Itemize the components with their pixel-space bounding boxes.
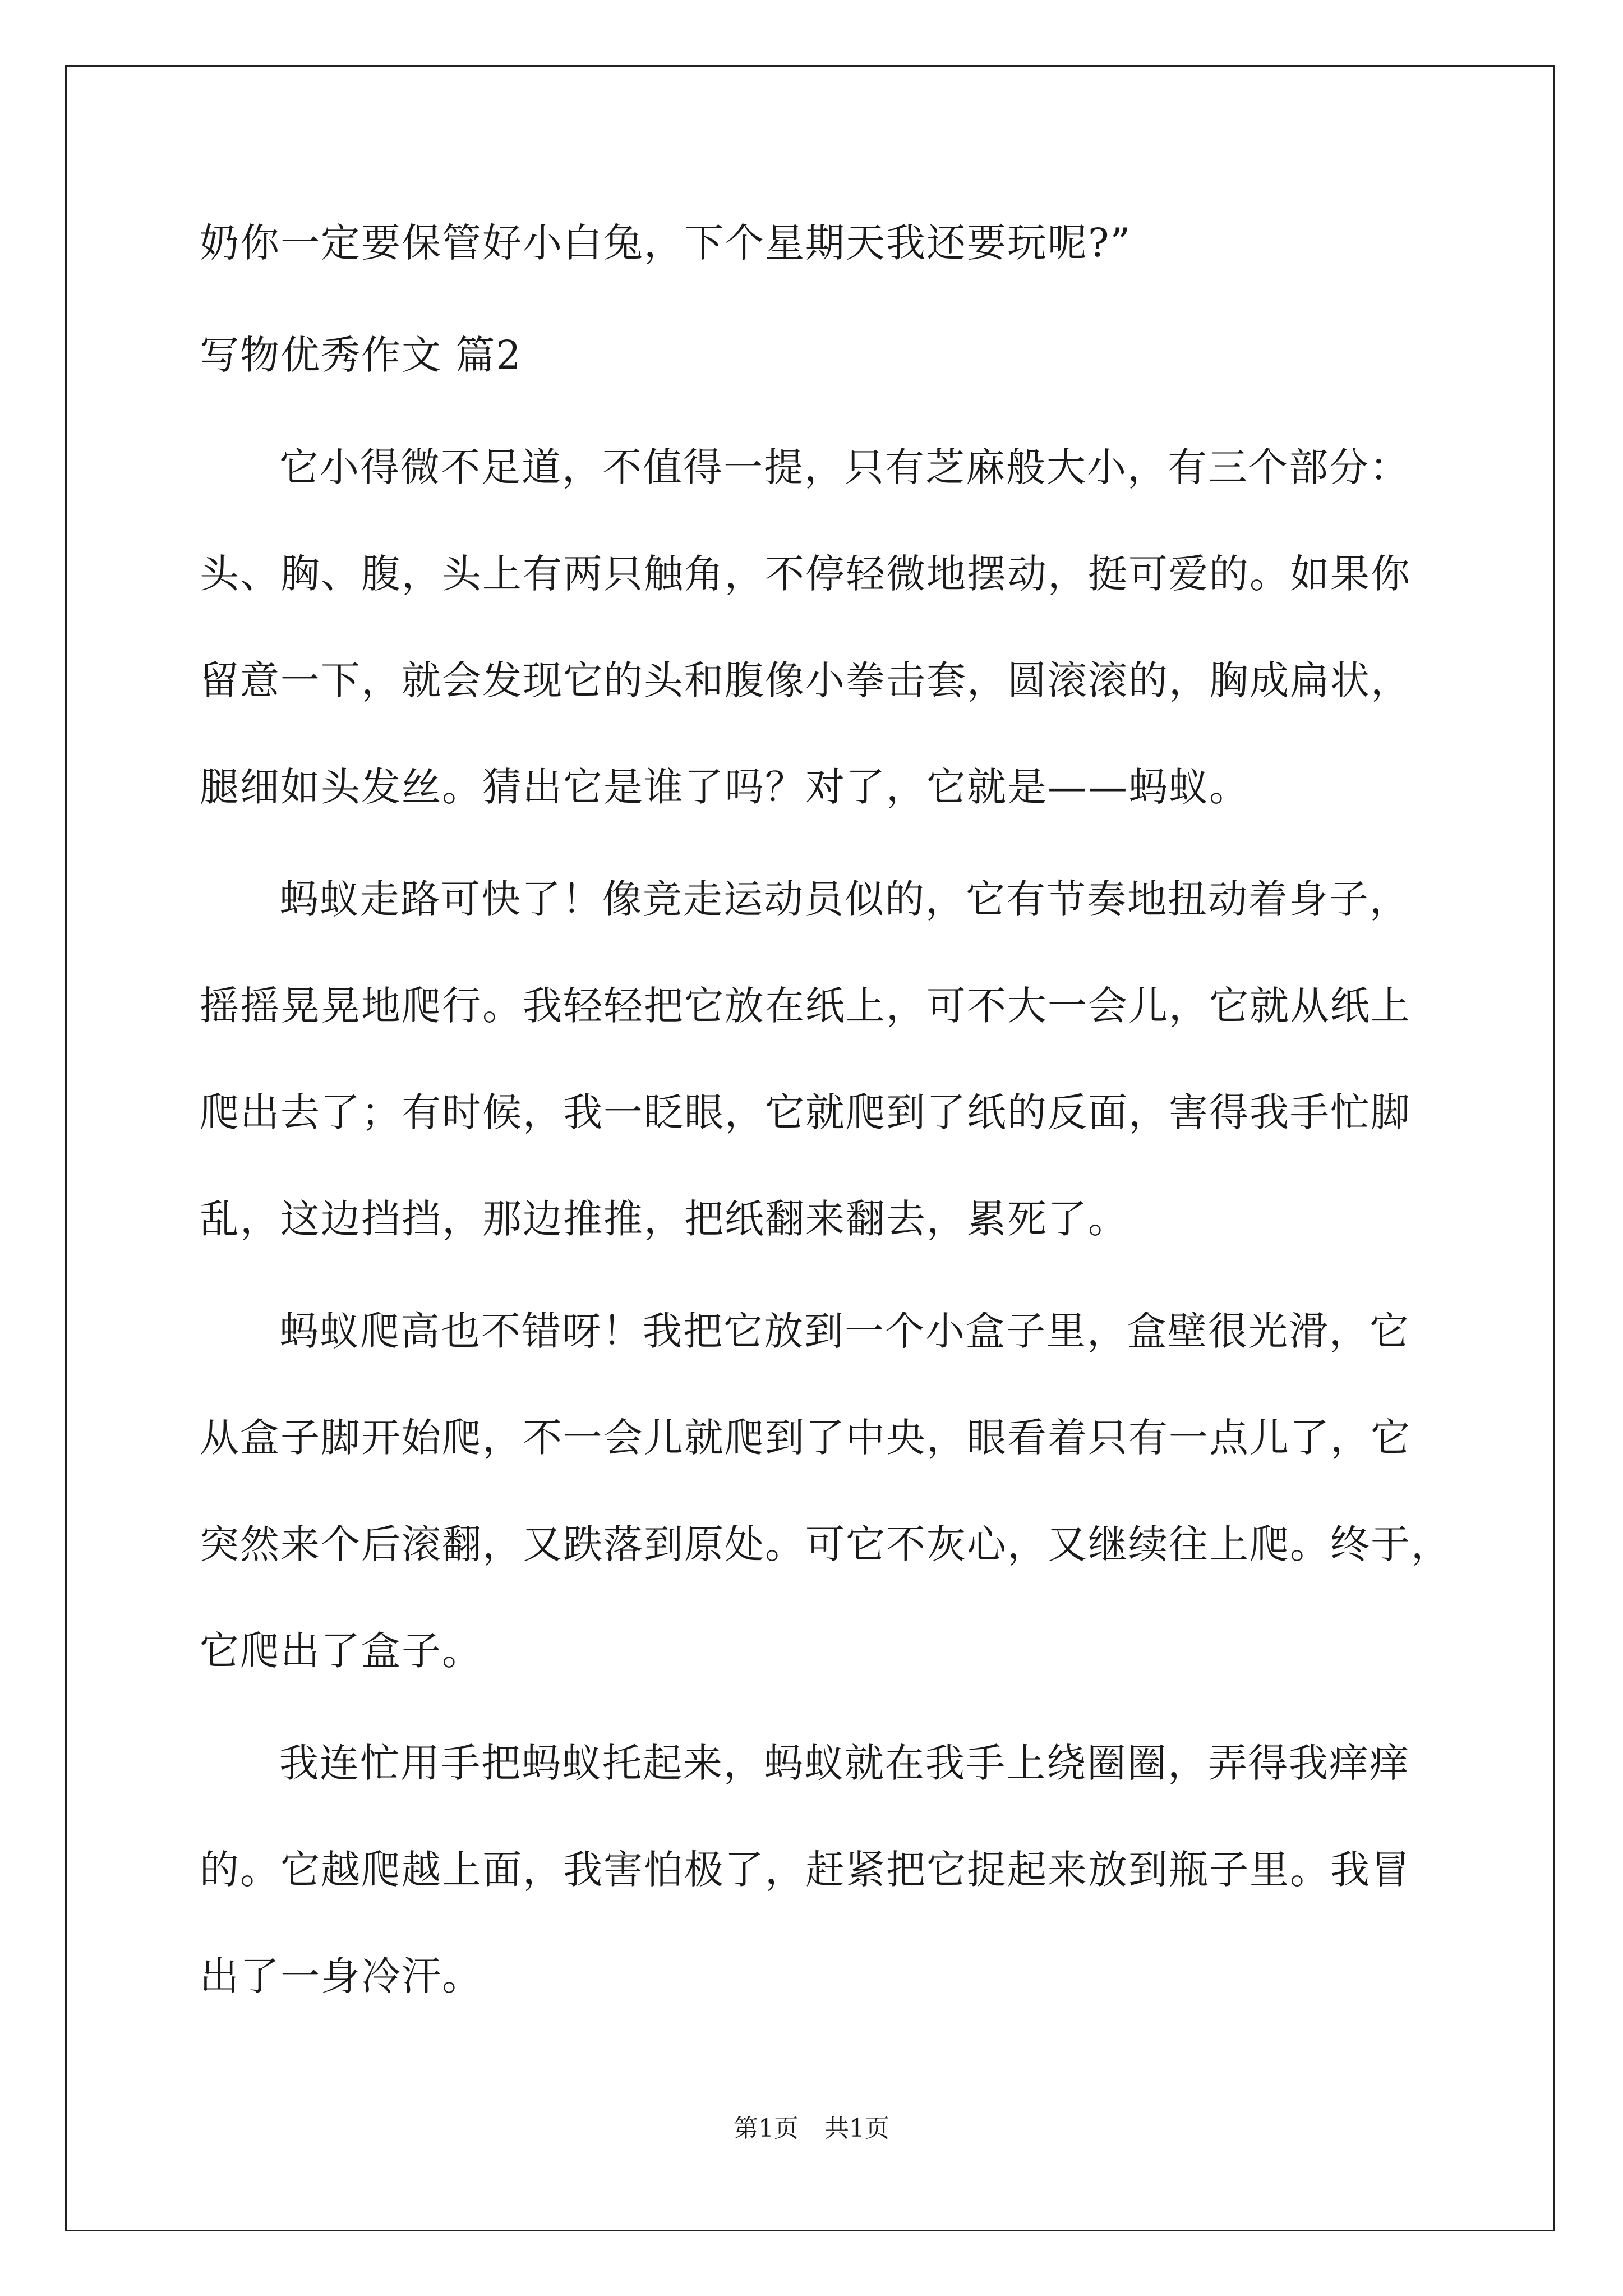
text-line: 从盒子脚开始爬，不一会儿就爬到了中央，眼看着只有一点儿了，它 <box>200 1415 1411 1461</box>
page-total: 共1页 <box>824 2114 889 2143</box>
section-heading: 写物优秀作文 篇2 <box>200 332 522 378</box>
text-line: 蚂蚁爬高也不错呀！我把它放到一个小盒子里，盒壁很光滑，它 <box>279 1308 1410 1354</box>
page-border <box>65 65 1555 2231</box>
text-line: 奶你一定要保管好小白兔，下个星期天我还要玩呢?” <box>200 220 1132 266</box>
text-line: 乱，这边挡挡，那边推推，把纸翻来翻去，累死了。 <box>200 1196 1128 1242</box>
text-line: 留意一下，就会发现它的头和腹像小拳击套，圆滚滚的，胸成扁状， <box>200 657 1411 703</box>
text-line: 的。它越爬越上面，我害怕极了，赶紧把它捉起来放到瓶子里。我冒 <box>200 1847 1411 1893</box>
page-number: 第1页 <box>734 2114 799 2143</box>
text-line: 头、胸、腹，头上有两只触角，不停轻微地摆动，挺可爱的。如果你 <box>200 551 1411 597</box>
text-line: 我连忙用手把蚂蚁托起来，蚂蚁就在我手上绕圈圈，弄得我痒痒 <box>279 1740 1410 1786</box>
text-line: 出了一身冷汗。 <box>200 1953 482 1999</box>
text-line: 它爬出了盒子。 <box>200 1628 482 1674</box>
text-line: 摇摇晃晃地爬行。我轻轻把它放在纸上，可不大一会儿，它就从纸上 <box>200 983 1411 1029</box>
text-line: 蚂蚁走路可快了！像竞走运动员似的，它有节奏地扭动着身子， <box>279 876 1410 922</box>
text-line: 腿细如头发丝。猜出它是谁了吗？对了，它就是——蚂蚁。 <box>200 764 1249 810</box>
text-line: 爬出去了；有时候，我一眨眼，它就爬到了纸的反面，害得我手忙脚 <box>200 1089 1411 1135</box>
text-line: 它小得微不足道，不值得一提，只有芝麻般大小，有三个部分： <box>279 444 1410 490</box>
page-footer <box>0 2108 1623 2144</box>
text-line: 突然来个后滚翻，又跌落到原处。可它不灰心，又继续往上爬。终于， <box>200 1521 1451 1567</box>
